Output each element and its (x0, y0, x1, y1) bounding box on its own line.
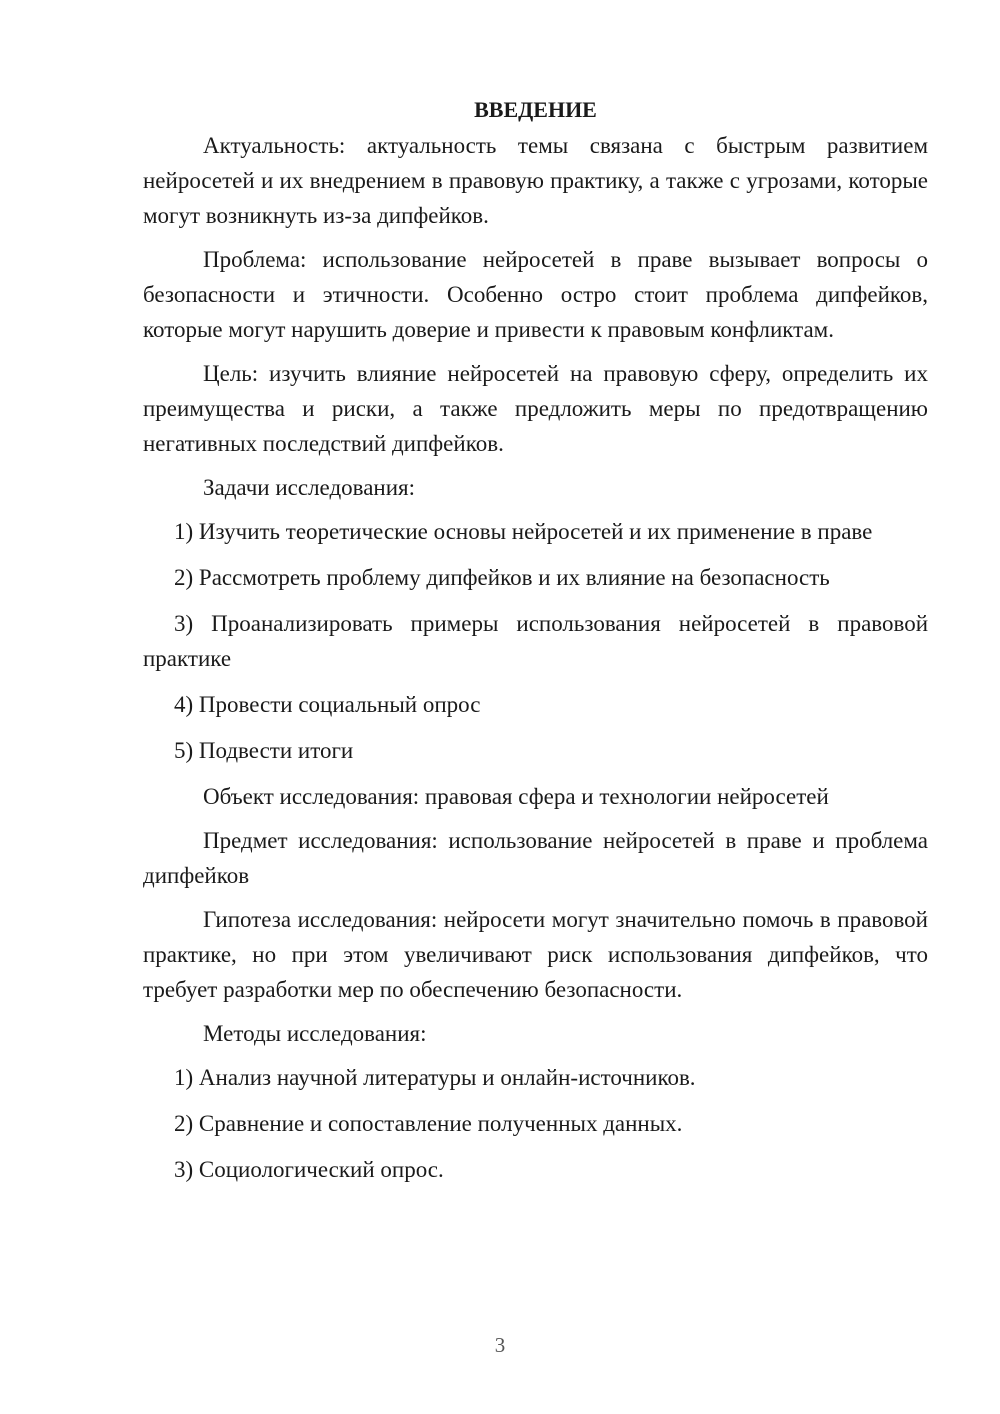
method-item: 2) Сравнение и сопоставление полученных данных. (174, 1111, 683, 1136)
goal-paragraph: Цель: изучить влияние нейросетей на правовую сферу, определить их преимущества и риски, а также предложить меры по предотвращению негативных последствий дипфейков. (143, 361, 928, 456)
hypothesis-paragraph: Гипотеза исследования: нейросети могут значительно помочь в правовой практике, но при этом увеличивают риск использования дипфейков, что требует разработки мер по обеспечению безопасности. (143, 907, 928, 1002)
tasks-heading: Задачи исследования: (203, 475, 416, 500)
relevance-paragraph: Актуальность: актуальность темы связана с быстрым развитием нейросетей и их внедрением в правовую практику, а также с угрозами, которые могут возникнуть из-за дипфейков. (143, 133, 928, 228)
page-content (143, 92, 928, 1198)
task-item: 4) Провести социальный опрос (174, 692, 481, 717)
task-item: 1) Изучить теоретические основы нейросетей и их применение в праве (174, 519, 873, 544)
object-paragraph: Объект исследования: правовая сфера и технологии нейросетей (203, 784, 829, 809)
task-item: 2) Рассмотреть проблему дипфейков и их влияние на безопасность (174, 565, 830, 590)
page-number: 3 (494, 1333, 506, 1357)
subject-paragraph: Предмет исследования: использование нейросетей в праве и проблема дипфейков (143, 828, 928, 888)
task-item: 5) Подвести итоги (174, 738, 354, 763)
problem-paragraph: Проблема: использование нейросетей в праве вызывает вопросы о безопасности и этичности. Особенно остро стоит проблема дипфейков, которые могут нарушить доверие и привести к правовым конфликтам. (143, 247, 928, 342)
method-item: 1) Анализ научной литературы и онлайн-источников. (174, 1065, 696, 1090)
method-item: 3) Социологический опрос. (174, 1157, 444, 1182)
section-title: ВВЕДЕНИЕ (474, 97, 597, 122)
task-item: 3) Проанализировать примеры использования нейросетей в правовой практике (143, 611, 928, 671)
methods-heading: Методы исследования: (203, 1021, 427, 1046)
